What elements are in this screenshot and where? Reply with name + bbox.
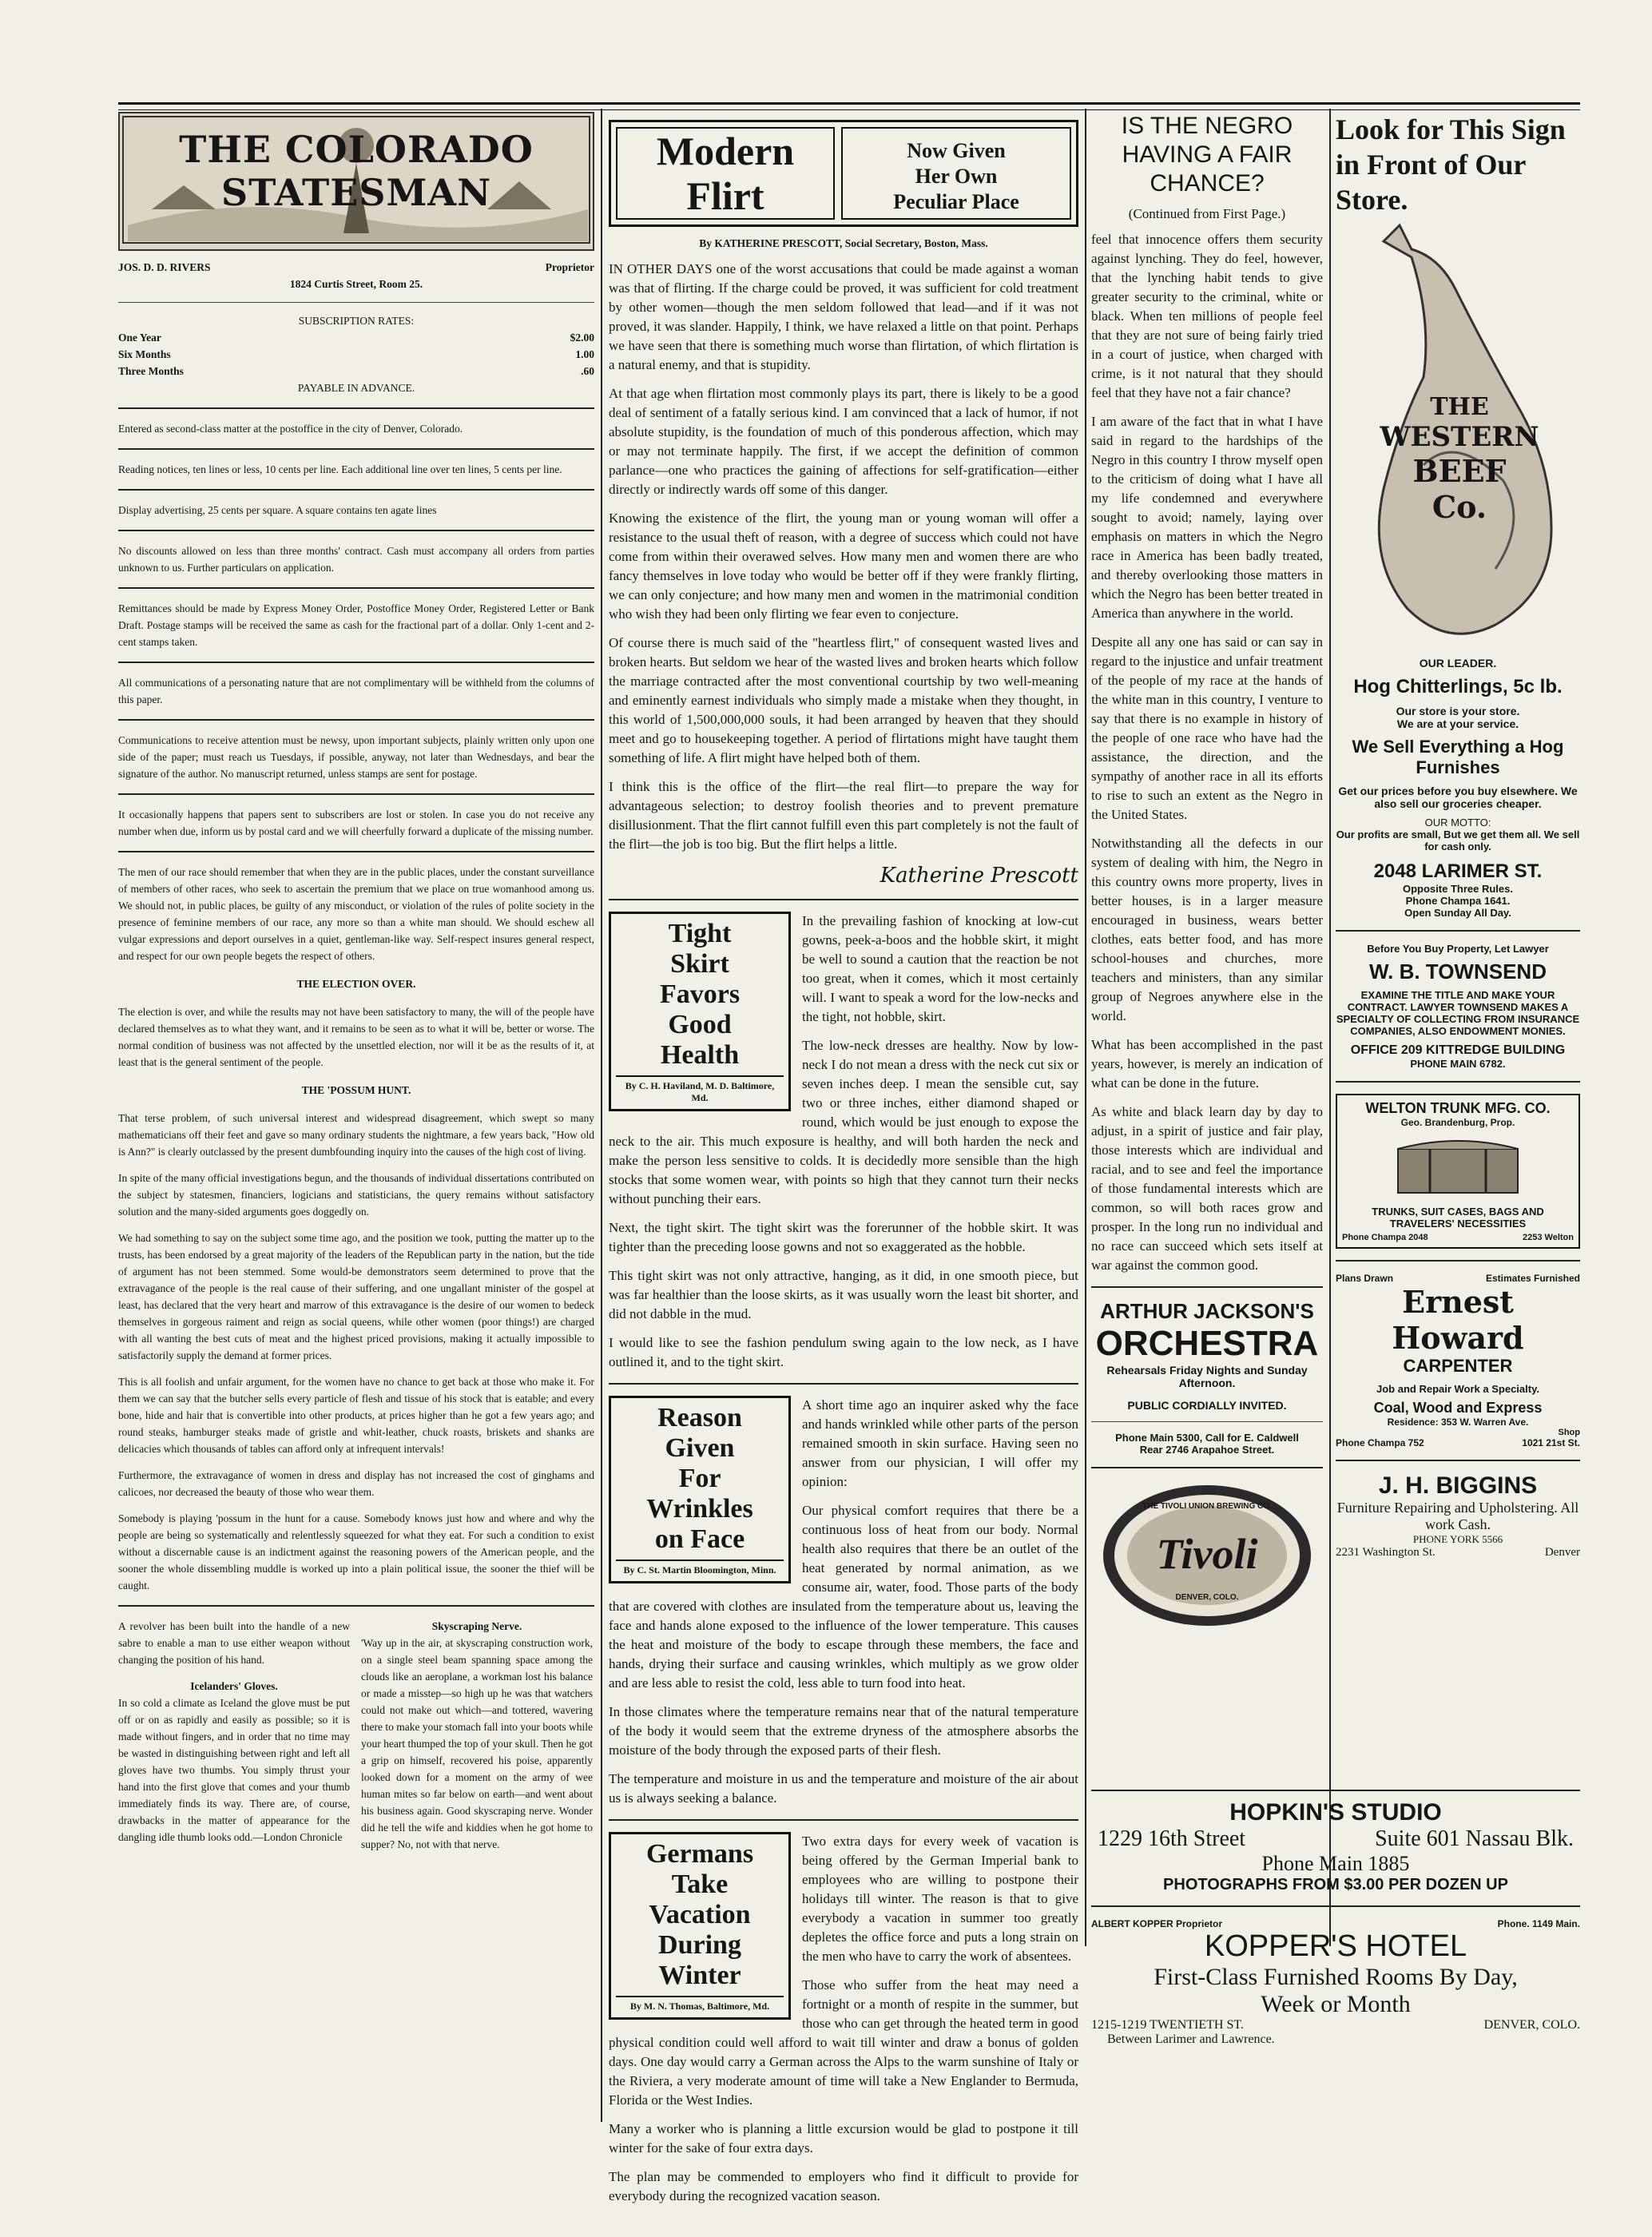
hopkins-name: HOPKIN'S STUDIO <box>1229 1799 1442 1826</box>
germans-paragraph: The plan may be commended to employers who find it difficult to provide for everybody during the recognized vacation season. <box>609 2169 1078 2203</box>
beef-ad-text <box>1336 657 1580 919</box>
wrinkles-paragraph: In those climates where the temperature remains near that of the natural temperature of the body it would seem that the extreme dryness of the atmosphere absorbs the moisture of the body through the exposed parts of their flesh. <box>609 1704 1078 1758</box>
germans-title: During <box>658 1930 741 1960</box>
beef-store: Our store is your store. <box>1396 705 1520 717</box>
howard-shop-label: Shop <box>1558 1428 1580 1437</box>
beef-sell: We Sell Everything a Hog Furnishes <box>1352 737 1564 777</box>
townsend-phone: PHONE MAIN 6782. <box>1410 1058 1506 1070</box>
revolver-item: A revolver has been built into the handle of a new sabre to enable a man to use either weapon without changing the position of his hand. <box>118 1620 350 1666</box>
possum-paragraph: Furthermore, the extravagance of women in dress and display has not increased the cost of ginghams and calicoes, nor decreased the beauty of those who wear them. <box>118 1469 594 1498</box>
flirt-paragraph: At that age when flirtation most commonly plays its part, there is likely to be a good deal of sentiment of a fatally serious kind. I am convinced that a lack of humor, if not absolute stupidity, is the foundation of much of this ponderous affection, which may or may not terminate happily. The first, if we accept the definition of common parlance—one who practices the gaining of affections for self-gratification—either directly or indirectly wards off some of this danger. <box>609 386 1078 497</box>
wrinkles-title: Reason <box>657 1403 742 1432</box>
tivoli-city: DENVER, COLO. <box>1175 1593 1239 1602</box>
office-address: 1824 Curtis Street, Room 25. <box>289 278 423 290</box>
tivoli-ad <box>1095 1480 1319 1631</box>
flirt-paragraph: Knowing the existence of the flirt, the young man or young woman will offer a resistance to the usual theft of reason, with a degree of success which could not have come from within their overawed selves. How many men and women there are who fancy themselves in love today who would be better off if they were frankly flirting, we can only conjecture; and how many men and women in the matrimonial condition who wish they had been only flirting we fear even to conjecture. <box>609 511 1078 622</box>
gloves-heading: Icelanders' Gloves. <box>190 1680 278 1692</box>
negro-paragraph: What has been accomplished in the past years, however, is merely an indication of what can be done in the future. <box>1091 1037 1323 1091</box>
wrinkles-paragraph: The temperature and moisture in us and the temperature and moisture of the air about us is always seeking a balance. <box>609 1771 1078 1806</box>
rate-row: One Year $2.00 <box>118 332 594 344</box>
welton-items: TRUNKS, SUIT CASES, BAGS AND TRAVELERS' NECESSITIES <box>1372 1206 1544 1230</box>
column-rule <box>1085 109 1086 1946</box>
flirt-title: Modern <box>656 129 795 173</box>
welton-phone: Phone Champa 2048 <box>1342 1233 1428 1242</box>
skirt-title: Skirt <box>670 949 729 979</box>
kopper-name: KOPPER'S HOTEL <box>1204 1929 1467 1963</box>
subscription-rates <box>118 329 594 379</box>
election-heading: THE ELECTION OVER. <box>296 978 416 990</box>
wrinkles-paragraph: Our physical comfort requires that there be a continuous loss of heat from our body. Normal health also requires that there be an outlet of the heat generated by normal animation, as we consume air, water, food. Those parts of the body that are covered with clothes are insulated from the temperature about us, leaving the face and hands alone exposed to the influence of the lower temperature. This causes the heat and moisture of the body to escape through these members, the face and hands, drying their surface and causing wrinkles, which multiply as we grow older and are less able to resist the cold, less able to turn food into heat. <box>609 1503 1078 1691</box>
skirt-byline: By C. H. Haviland, M. D. Baltimore, Md. <box>616 1075 784 1104</box>
notice: Reading notices, ten lines or less, 10 cents per line. Each additional line over ten lines, 5 cents per line. <box>118 463 562 475</box>
beef-sign-line: WESTERN <box>1380 421 1539 453</box>
notice: Entered as second-class matter at the postoffice in the city of Denver, Colorado. <box>118 423 463 435</box>
jackson-ad <box>1091 1299 1323 1456</box>
beef-address: 2048 LARIMER ST. <box>1373 860 1543 882</box>
negro-column <box>1091 112 1323 1925</box>
skirt-title: Good <box>668 1010 732 1039</box>
flirt-byline: By KATHERINE PRESCOTT, Social Secretary, Boston, Mass. <box>699 237 988 249</box>
wrinkles-byline: By C. St. Martin Bloomington, Minn. <box>616 1560 784 1576</box>
election-text: The election is over, and while the results may not have been satisfactory to many, the will of the people have declared themselves as to what they want, and it remains to be seen as to what it will be, better or worse. The normal condition of business was not affected by the unsettled election, nor will it be as the results of it, at least that is the general sentiment of the people. <box>118 1006 594 1068</box>
germans-title: Winter <box>658 1961 741 1990</box>
divider <box>118 302 594 303</box>
beef-motto-head: OUR MOTTO: <box>1424 817 1491 828</box>
wrinkles-headline-box <box>609 1396 791 1583</box>
biggins-name: J. H. BIGGINS <box>1378 1472 1538 1499</box>
beef-ham-ad <box>1336 225 1575 657</box>
subscription-heading: SUBSCRIPTION RATES: <box>298 315 415 327</box>
welton-ad <box>1336 1094 1580 1249</box>
beef-sign-line: Co. <box>1432 489 1487 525</box>
biggins-text: Furniture Repairing and Upholstering. All work Cash. <box>1336 1500 1579 1532</box>
possum-paragraph: In spite of the many official investigations begun, and the thousands of individual dissertations contributed on the subject by statesmen, financiers, logicians and statisticians, the query remains without satisfactory solution and the many-sided arguments goes doggedly on. <box>118 1172 594 1218</box>
beef-phone: Phone Champa 1641. <box>1405 895 1511 907</box>
kopper-line2: Week or Month <box>1261 1991 1411 2017</box>
jackson-invite: PUBLIC CORDIALLY INVITED. <box>1127 1399 1287 1412</box>
kopper-line1: First-Class Furnished Rooms By Day, <box>1154 1964 1518 1990</box>
beef-sign <box>1368 393 1551 525</box>
townsend-top: Before You Buy Property, Let Lawyer <box>1367 943 1549 955</box>
editorial-column <box>118 112 594 1862</box>
kopper-phone: Phone. 1149 Main. <box>1497 1918 1580 1929</box>
beef-look-sign: Look for This Sign in Front of Our Store. <box>1336 113 1566 216</box>
jackson-rehearsals: Rehearsals Friday Nights and Sunday Afternoon. <box>1106 1364 1308 1389</box>
possum-paragraph: Somebody is playing 'possum in the hunt for a cause. Somebody knows just how and where and why the people are being so systematically and relentlessly squeezed for what they eat. For such a condition to exist without a discernable cause is an indictment against the reasoning powers of the American people, and the sooner the whole dissembling muddle is worked up into a plain political issue, the sooner the thief will be caught. <box>118 1512 594 1591</box>
townsend-ad <box>1336 943 1580 1070</box>
skirt-paragraph: The low-neck dresses are healthy. Now by low-neck I do not mean a dress with the neck cut six or seven inches deep. I mean the sensible cut, say two or three inches, either diamond shaped or round, which would be just enough to expose the neck to the air. This much exposure is healthy, and will both harden the neck and make the person less sensitive to colds. It is decidedly more sensible than the high stocks that some women wear, with points so high that they cannot turn their necks without punching their ears. <box>609 1038 1078 1206</box>
skirt-paragraph: In the prevailing fashion of knocking at low-cut gowns, peek-a-boos and the hobble skirt, it might be well to sound a caution that the reaction be not too great, when it comes, which it most certainly will. I want to speak a word for the low-necks and the tight, not hobble, skirt. <box>802 913 1078 1024</box>
flirt-paragraph: I think this is the office of the flirt—the real flirt—to prepare the way for advantageous selection; to destroy foolish theories and to prevent premature disillusionment. That the flirt cannot fulfill even this part completely is not the fault of the flirt—the job is too big. But the flirt helps a little. <box>609 779 1078 852</box>
editorial-intro: The men of our race should remember that when they are in the public places, under the constant surveillance of members of other races, who seek to ascertain the premium that we place on true womanhood among us. We should not, in public places, be guilty of any misconduct, or violation of the rules of polite society in the presence of feminine members of our race, any more so than a white man should. We should eschew all vulgar expressions and deport ourselves in a quiet, gentleman-like way. Self-respect insures general respect, and respect for our own people begets the respect of others. <box>118 866 594 962</box>
howard-trade: CARPENTER <box>1403 1356 1513 1376</box>
tivoli-ring-text: THE TIVOLI UNION BREWING CO. <box>1142 1502 1272 1511</box>
notice: Display advertising, 25 cents per square. A square contains ten agate lines <box>118 504 437 516</box>
howard-job: Job and Repair Work a Specialty. <box>1376 1383 1539 1395</box>
negro-paragraph: Notwithstanding all the defects in our system of dealing with him, the Negro in this country owns more property, lives in better houses, is in a larger measure encouraged in business, wears better clothes, eats better food, and has more school-houses and churches, more teachers and ministers, than any similar group of Negroes anywhere else in the world. <box>1091 836 1323 1023</box>
skirt-headline-box <box>609 912 791 1111</box>
welton-addr: 2253 Welton <box>1523 1233 1574 1242</box>
proprietor-name: JOS. D. D. RIVERS <box>118 261 211 273</box>
feature-column <box>609 112 1078 2203</box>
hopkins-photos: PHOTOGRAPHS FROM $3.00 PER DOZEN UP <box>1163 1876 1508 1893</box>
flirt-headline-box <box>609 120 1078 227</box>
flirt-subtitle: Now Given <box>907 139 1006 162</box>
proprietor-line <box>118 259 594 276</box>
wrinkles-title: Given <box>665 1433 735 1463</box>
beef-motto: Our profits are small, But we get them all. We sell for cash only. <box>1336 828 1580 852</box>
howard-ad <box>1336 1273 1580 1448</box>
skyscraping-text: 'Way up in the air, at skyscraping construction work, on a single steel beam spanning space among the clouds like an aeroplane, a workman lost his balance or made a misstep—so high up he was that watchers could not make out which—and tottered, wavering there to make your stomach fall into your boots while your heart thumped the top of your skull. Then he got a grip on himself, recovered his poise, apparently looked down for a moment on the army of wee human mites so far below on earth—and went about his business again. Good skyscraping nerve. Wonder did he tell the wife and kiddies when he got home to supper? No, not with that nerve. <box>361 1637 593 1850</box>
howard-shop-addr: 1021 21st St. <box>1522 1437 1580 1448</box>
negro-title: IS THE NEGRO HAVING A FAIR CHANCE? <box>1121 113 1293 197</box>
kopper-addr: 1215-1219 TWENTIETH ST. <box>1091 2018 1244 2032</box>
beef-opposite: Opposite Three Rules. <box>1403 883 1513 895</box>
townsend-office: OFFICE 209 KITTREDGE BUILDING <box>1350 1043 1566 1057</box>
negro-paragraph: Despite all any one has said or can say in regard to the injustice and unfair treatment of the people of my race at the hands of the white man in this country, I venture to say that there is no example in history of the people of one race who have had the assistance, the direction, and the sympathy of another race in all its efforts to rise to such an extent as the Negro in the United States. <box>1091 634 1323 822</box>
hopkins-street: 1229 16th Street <box>1098 1826 1246 1851</box>
skirt-paragraph: I would like to see the fashion pendulum swing again to the low neck, as I have outlined it, and to the tight skirt. <box>609 1335 1078 1369</box>
flirt-subtitle: Her Own <box>915 165 998 188</box>
jackson-phone: Phone Main 5300, Call for E. Caldwell <box>1115 1432 1299 1444</box>
beef-sunday: Open Sunday All Day. <box>1404 907 1511 919</box>
hopkins-phone: Phone Main 1885 <box>1261 1852 1410 1875</box>
ads-column <box>1336 112 1580 1949</box>
flirt-signature: Katherine Prescott <box>880 864 1078 888</box>
kopper-prop: ALBERT KOPPER Proprietor <box>1091 1918 1223 1929</box>
howard-name: Ernest Howard <box>1392 1284 1524 1356</box>
germans-title: Vacation <box>649 1900 751 1929</box>
possum-paragraph: This is all foolish and unfair argument, for the women have no chance to get back at those who make it. For them we can say that the butcher sells every particle of flesh and tissue of his stock that is eatable; and every bone, hide and hair that is convertible into other products, at prices higher than he got a few years ago; and round steaks, hamburger steaks made of gristle and whit-leather, chuck roasts, briskets and shanks are delicacies which thousands of tables can afford only at infrequent intervals! <box>118 1376 594 1455</box>
flirt-title: Flirt <box>686 173 764 218</box>
germans-title: Germans <box>645 1839 754 1869</box>
notice: Remittances should be made by Express Money Order, Postoffice Money Order, Registered Letter or Bank Draft. Postage stamps will be received the same as cash for the fractional part of a dollar. Only 1-cent and 2-cent stamps taken. <box>118 602 594 648</box>
kopper-city: DENVER, COLO. <box>1483 2018 1580 2032</box>
gloves-text: In so cold a climate as Iceland the glove must be put off or on as rapidly and easily as possible; so it is made without fingers, and in order that no time may be wasted in distinguishing between right and left all gloves have two thumbs. You simply thrust your hand into the first glove that comes and your thumb immediately finds its way. There are, of course, drawbacks in the matter of appearance for the dangling idle thumb looks odd.—London Chronicle <box>118 1697 350 1843</box>
beef-leader: OUR LEADER. <box>1419 657 1497 670</box>
tivoli-wordmark: Tivoli <box>1156 1530 1258 1578</box>
biggins-city: Denver <box>1544 1546 1580 1559</box>
germans-paragraph: Those who suffer from the heat may need a fortnight or a month of respite in the summer, but those who can get through the heated term in good physical condition could well afford to wait till winter and draw a bonus of golden days. One day would carry a German across the Alps to the warm sunshine of Italy or the Riviera, a very moderate amount of time will take a New Englander to Bermuda, Florida or the West Indies. <box>609 1977 1078 2108</box>
negro-paragraph: As white and black learn day by day to adjust, in a spirit of justice and fair play, those interests which are individual and racial, and to see and feel the importance of those fundamental interests which are common, so will both races grow and prosper. In the long run no individual and no race can succeed which sets itself at war against the common good. <box>1091 1104 1323 1273</box>
skirt-title: Health <box>660 1040 740 1070</box>
germans-byline: By M. N. Thomas, Baltimore, Md. <box>616 1996 784 2013</box>
continued-note: (Continued from First Page.) <box>1128 206 1286 221</box>
bottom-ads <box>1091 1790 1580 2135</box>
howard-coal: Coal, Wood and Express <box>1373 1400 1543 1416</box>
rate-row: Three Months .60 <box>118 365 594 377</box>
beef-sign-line: BEEF <box>1412 453 1507 489</box>
howard-residence: Residence: 353 W. Warren Ave. <box>1387 1417 1529 1428</box>
wrinkles-title: on Face <box>654 1524 745 1554</box>
wrinkles-title: Wrinkles <box>646 1494 753 1524</box>
skirt-paragraph: Next, the tight skirt. The tight skirt was the forerunner of the hobble skirt. It was tighter than the preceding loose gowns and not so exaggerated as the hobble. <box>609 1220 1078 1254</box>
notice: All communications of a personating nature that are not complimentary will be withheld from the columns of this paper. <box>118 677 594 705</box>
possum-paragraph: That terse problem, of such universal interest and widespread disagreement, which swept so many mathematicians off their feet and gave so many ordinary students the nightmare, a few years back, "How old is Ann?" is clearly outclassed by the present dumbfounding inquiry into the causes of the high cost of living. <box>118 1112 594 1158</box>
rate-row: Six Months 1.00 <box>118 348 594 360</box>
jackson-name: ARTHUR JACKSON'S <box>1100 1299 1314 1323</box>
beef-sign-line: THE <box>1430 393 1489 421</box>
welton-prop: Geo. Brandenburg, Prop. <box>1400 1117 1515 1128</box>
masthead <box>118 112 594 251</box>
germans-headline-box <box>609 1832 791 2020</box>
howard-phone: Phone Champa 752 <box>1336 1437 1424 1448</box>
townsend-text: EXAMINE THE TITLE AND MAKE YOUR CONTRACT. LAWYER TOWNSEND MAKES A SPECIALTY OF COLLECTING FROM INSURANCE COMPANIES, ALSO ENDOWMENT MONIES. <box>1336 989 1580 1037</box>
column-rule <box>1329 109 1331 1946</box>
beef-service: We are at your service. <box>1396 717 1519 730</box>
negro-paragraph: feel that innocence offers them security against lynching. They do feel, however, that the lynching habit tends to give greater security to the criminal, white or black. When ten millions of people feel that they are not sure of being fairly tried in a court of justice, when charged with crime, is it not natural that they should feel that they have not a fair chance? <box>1091 232 1323 400</box>
beef-hog-price: Hog Chitterlings, 5c lb. <box>1353 676 1563 697</box>
townsend-name: W. B. TOWNSEND <box>1369 960 1547 983</box>
skirt-paragraph: This tight skirt was not only attractive, hanging, as it did, in one smooth piece, but was far healthier than the loose skirts, as it was usually worn the least bit shorter, and did not dabble in the mud. <box>609 1268 1078 1321</box>
skirt-title: Tight <box>668 919 732 948</box>
germans-paragraph: Many a worker who is planning a little excursion would be glad to postpone it till winter for the sake of four extra days. <box>609 2121 1078 2156</box>
notice: No discounts allowed on less than three months' contract. Cash must accompany all orders from parties unknown to us. Further particulars on application. <box>118 545 594 574</box>
flirt-paragraph: IN OTHER DAYS one of the worst accusations that could be made against a woman was that of flirting. If the charge could be proved, it was sufficient for cold treatment by other women—though the men seldom followed that lead—and if it was not proved, it was slander. Happily, I think, we have relaxed a little on that point. Perhaps we have seen that there is something much worse than flirtation, of which flirtation is a natural enemy, and that is stupidity. <box>609 261 1078 372</box>
wrinkles-title: For <box>678 1464 721 1493</box>
flirt-paragraph: Of course there is much said of the "heartless flirt," of consequent wasted lives and broken hearts. But seldom we hear of the wasted lives and broken hearts which follow the marriage contracted after the most conventional courtship by two well-meaning and eminently earnest individuals who simply made a mistake when they thought, in this world of 1,500,000,000 souls, it had been arranged by heaven that they should meet and go to housekeeping together. A period of flirtations might have taught them something of life. A flirt might have helped both of them. <box>609 635 1078 765</box>
biggins-phone: PHONE YORK 5566 <box>1412 1533 1503 1545</box>
biggins-addr: 2231 Washington St. <box>1336 1546 1436 1559</box>
wrinkles-paragraph: A short time ago an inquirer asked why the face and hands wrinkled while other parts of the person remained smooth in skin surface. Having seen no answer from our physician, I will offer my opinion: <box>802 1397 1078 1489</box>
welton-name: WELTON TRUNK MFG. CO. <box>1365 1100 1551 1116</box>
jackson-rear: Rear 2746 Arapahoe Street. <box>1139 1444 1275 1456</box>
jackson-orchestra: ORCHESTRA <box>1095 1324 1319 1363</box>
skyscraping-heading: Skyscraping Nerve. <box>431 1620 522 1632</box>
column-rule <box>601 109 602 2122</box>
kopper-between: Between Larimer and Lawrence. <box>1107 2032 1275 2046</box>
payable-notice: PAYABLE IN ADVANCE. <box>297 382 415 394</box>
proprietor-label: Proprietor <box>545 261 594 273</box>
possum-heading: THE 'POSSUM HUNT. <box>301 1084 411 1096</box>
howard-estimates: Estimates Furnished <box>1485 1273 1580 1284</box>
beef-prices: Get our prices before you buy elsewhere. We also sell our groceries cheaper. <box>1338 785 1578 810</box>
germans-paragraph: Two extra days for every week of vacation is being offered by the German Imperial bank to employees who are willing to postpone their holidays till winter. The reason is that to give everybody a vacation in summer too greatly depletes the office force and puts a long strain on the men who have to carry the work of absentees. <box>802 1834 1078 1964</box>
skirt-title: Favors <box>659 979 741 1009</box>
biggins-ad <box>1336 1472 1580 1560</box>
germans-title: Take <box>671 1869 729 1899</box>
notice: It occasionally happens that papers sent to subscribers are lost or stolen. In case you do not receive any number when due, inform us by postal card and we will cheerfully forward a duplicate of the missing number. <box>118 809 594 837</box>
flirt-subtitle: Peculiar Place <box>893 190 1019 213</box>
howard-plans: Plans Drawn <box>1336 1273 1394 1284</box>
masthead-title: THE COLORADO STATESMAN <box>179 128 534 214</box>
notice: Communications to receive attention must be newsy, upon important subjects, plainly written only upon one side of the paper; must reach us Tuesdays, if possible, anyway, not later than Wednesdays, and bear the signature of the author. No manuscript returned, unless stamps are sent for postage. <box>118 734 594 780</box>
top-rule <box>118 102 1580 110</box>
possum-paragraph: We had something to say on the subject some time ago, and the position we took, putting the matter up to the trusts, has been endorsed by a great majority of the leaders of the Republican party in the nation, but the tide of argument has not been stemmed. Some would-be demonstrators seem determined to prove that the extravagance of the people is the real cause of their suffering, and one ungallant minister of the gospel at least, has declared that the very heart and marrow of this extravagance is the desire of our women to bedeck themselves in gorgeous raiment and reign as social queens, while other women (poor things!) are charged with all wanting the best cuts of meat and the highest priced provisions, making it actually impossible to satisfactorily supply the demand at former prices. <box>118 1232 594 1361</box>
bottom-shorts <box>118 1618 594 1862</box>
hopkins-suite: Suite 601 Nassau Blk. <box>1375 1826 1574 1851</box>
trunk-icon <box>1390 1133 1526 1197</box>
negro-paragraph: I am aware of the fact that in what I have said in regard to the hardships of the Negro in this country I throw myself open to the criticism of doing what I have all my life condemned and everywhere sought to avoid; namely, laying over emphasis on matters in which the Negro race in America has been badly treated, and thereby overlooking those matters in which the Negro has been better treated in America than anywhere in the world. <box>1091 414 1323 621</box>
